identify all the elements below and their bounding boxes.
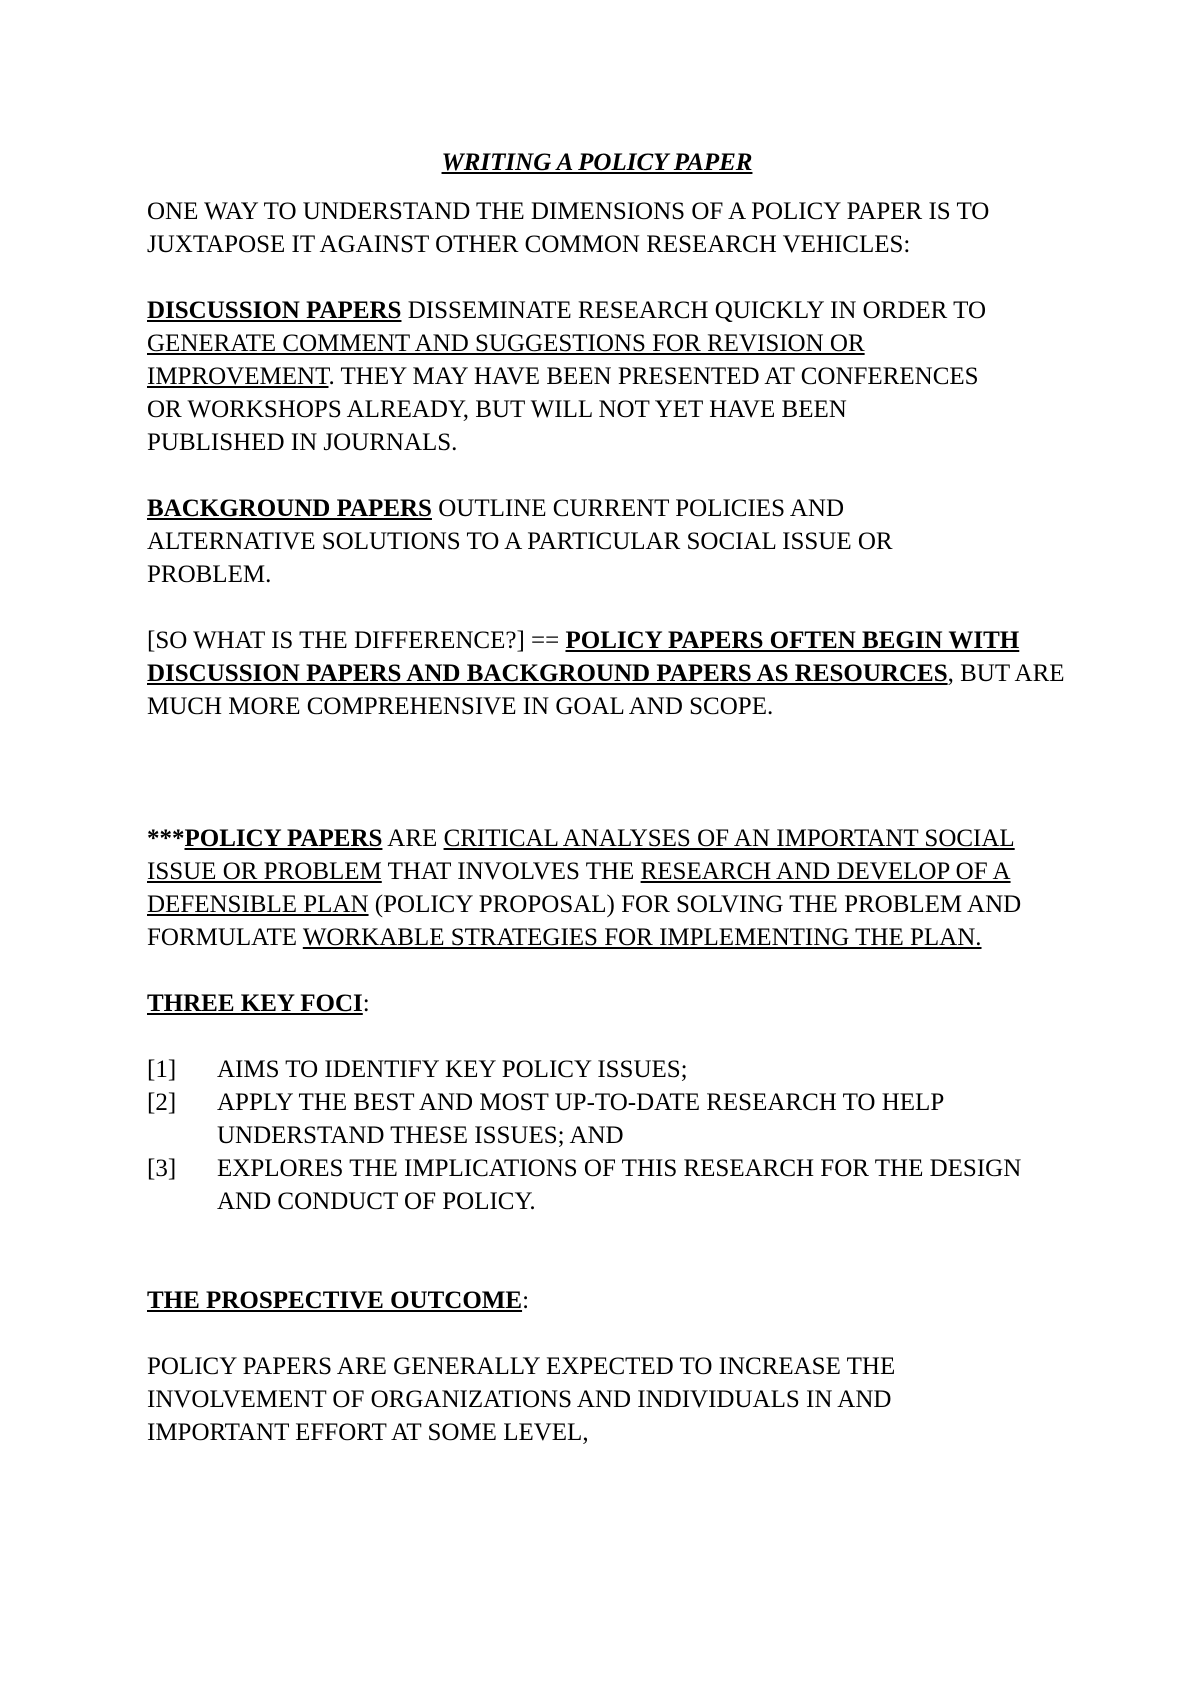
policy-text-2: THAT INVOLVES THE — [381, 858, 641, 885]
background-papers-paragraph — [147, 492, 987, 591]
foci-list — [147, 1053, 1067, 1218]
intro-paragraph: ONE WAY TO UNDERSTAND THE DIMENSIONS OF A POLICY PAPER IS TO JUXTAPOSE IT AGAINST OTHER COMMON RESEARCH VEHICLES: — [147, 198, 990, 258]
foci-heading — [147, 987, 1147, 1020]
outcome-paragraph: POLICY PAPERS ARE GENERALLY EXPECTED TO INCREASE THE INVOLVEMENT OF ORGANIZATIONS AND INDIVIDUALS IN AND IMPORTANT EFFORT AT SOME LEVEL, — [147, 1353, 896, 1446]
list-item — [147, 1086, 1067, 1152]
difference-bold-underlined: POLICY PAPERS OFTEN BEGIN WITH DISCUSSION PAPERS AND BACKGROUND PAPERS AS RESOURCES — [147, 627, 1020, 687]
list-item-text: APPLY THE BEST AND MOST UP-TO-DATE RESEARCH TO HELP UNDERSTAND THESE ISSUES; AND — [217, 1089, 944, 1149]
discussion-text-2: . THEY MAY HAVE BEEN PRESENTED AT CONFERENCES OR WORKSHOPS ALREADY, BUT WILL NOT YET HAVE BEEN PUBLISHED IN JOURNALS. — [147, 363, 979, 456]
policy-stars: *** — [147, 825, 185, 852]
list-item-number: [1] — [147, 1056, 177, 1083]
foci-heading-colon: : — [362, 990, 370, 1017]
list-item — [147, 1152, 1067, 1218]
list-item-text: EXPLORES THE IMPLICATIONS OF THIS RESEARCH FOR THE DESIGN AND CONDUCT OF POLICY. — [217, 1155, 1022, 1215]
outcome-heading-colon: : — [522, 1287, 530, 1314]
policy-text-3: (POLICY PROPOSAL) FOR SOLVING THE PROBLEM AND FORMULATE — [147, 891, 1022, 951]
discussion-text-1: DISSEMINATE RESEARCH QUICKLY IN ORDER TO — [401, 297, 987, 324]
list-item-number: [3] — [147, 1155, 177, 1182]
policy-papers-term: POLICY PAPERS — [184, 825, 383, 852]
policy-underlined-1: CRITICAL ANALYSES OF AN IMPORTANT SOCIAL ISSUE OR PROBLEM — [147, 825, 1015, 885]
background-papers-term: BACKGROUND PAPERS — [147, 495, 432, 522]
spacer — [147, 756, 1147, 822]
policy-text-1: ARE — [382, 825, 444, 852]
outcome-heading-text: THE PROSPECTIVE OUTCOME — [147, 1287, 523, 1314]
policy-underlined-3: WORKABLE STRATEGIES FOR IMPLEMENTING THE PLAN. — [302, 924, 982, 951]
foci-heading-text: THREE KEY FOCI — [147, 990, 363, 1017]
discussion-underlined: GENERATE COMMENT AND SUGGESTIONS FOR REVISION OR IMPROVEMENT — [147, 330, 865, 390]
difference-text-2: , BUT ARE MUCH MORE COMPREHENSIVE IN GOAL AND SCOPE. — [147, 660, 1065, 720]
outcome-heading — [147, 1284, 1147, 1317]
policy-underlined-2: RESEARCH AND DEVELOP OF A DEFENSIBLE PLAN — [147, 858, 1011, 918]
discussion-papers-term: DISCUSSION PAPERS — [147, 297, 402, 324]
list-item — [147, 1053, 1067, 1086]
discussion-papers-paragraph — [147, 294, 987, 459]
list-item-number: [2] — [147, 1089, 177, 1116]
document-title: WRITING A POLICY PAPER — [441, 149, 753, 176]
difference-text-1: [SO WHAT IS THE DIFFERENCE?] == — [147, 627, 566, 654]
list-item-text: AIMS TO IDENTIFY KEY POLICY ISSUES; — [217, 1056, 688, 1083]
policy-papers-paragraph — [147, 822, 1067, 954]
document-body — [147, 146, 1147, 1482]
background-text-1: OUTLINE CURRENT POLICIES AND ALTERNATIVE SOLUTIONS TO A PARTICULAR SOCIAL ISSUE OR PROBLEM. — [147, 495, 893, 588]
spacer — [147, 1251, 1147, 1284]
difference-paragraph — [147, 624, 1077, 723]
